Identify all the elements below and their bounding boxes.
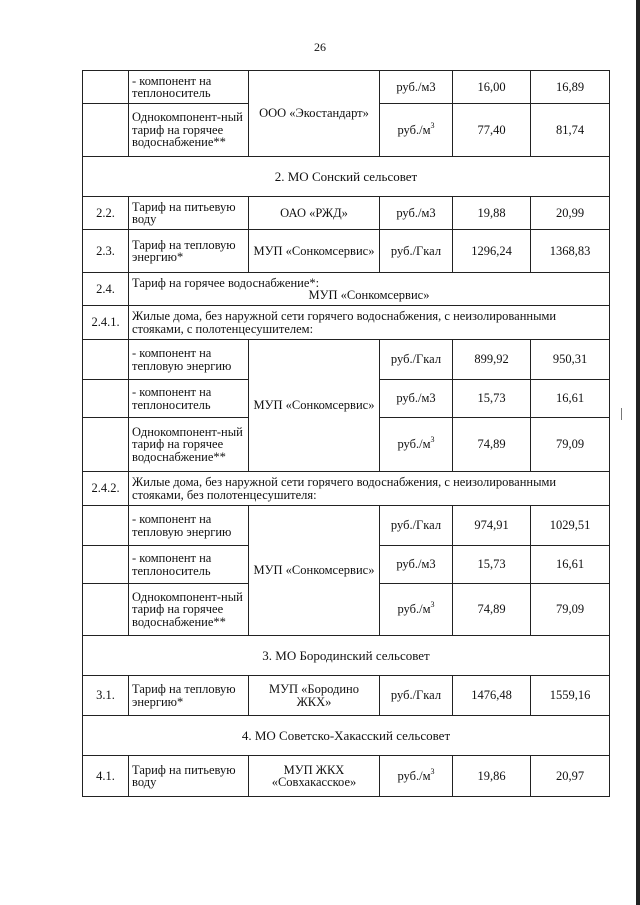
value-period-1: 899,92 xyxy=(453,340,531,380)
tariff-name: Тариф на тепловую энергию* xyxy=(129,230,249,273)
section-heading-row xyxy=(83,157,610,197)
tariff-name: - компонент на теплоноситель xyxy=(129,546,249,584)
value-period-2: 79,09 xyxy=(531,584,610,636)
value-period-1: 15,73 xyxy=(453,380,531,418)
value-period-2: 950,31 xyxy=(531,340,610,380)
unit: $руб./м^3$ xyxy=(380,756,453,797)
value-period-1: 19,88 xyxy=(453,197,531,230)
tariff-name: Тариф на питьевую воду xyxy=(129,197,249,230)
scan-edge xyxy=(636,0,640,905)
subsection-description: Жилые дома, без наружной сети горячего водоснабжения, с неизолированными стояками, без полотенцесушителя: xyxy=(129,472,610,506)
value-period-2: 20,97 xyxy=(531,756,610,797)
subsection-row xyxy=(83,472,610,506)
value-period-1: 974,91 xyxy=(453,506,531,546)
unit: $руб./м^3$ xyxy=(380,584,453,636)
value-period-1: 19,86 xyxy=(453,756,531,797)
value-period-1: 74,89 xyxy=(453,418,531,472)
hot-water-tariff-heading xyxy=(129,273,610,306)
hot-water-tariff-title: Тариф на горячее водоснабжение*: xyxy=(132,275,320,290)
row-number-cell xyxy=(83,104,129,157)
row-number: 2.2. xyxy=(83,197,129,230)
row-number-cell xyxy=(83,71,129,104)
row-number: 2.4.1. xyxy=(83,306,129,340)
section-heading: 4. МО Советско-Хакасский сельсовет xyxy=(83,716,610,756)
row-number: 2.3. xyxy=(83,230,129,273)
row-number-cell xyxy=(83,546,129,584)
unit: руб./м3 xyxy=(380,546,453,584)
row-number: 2.4. xyxy=(83,273,129,306)
value-period-1: 16,00 xyxy=(453,71,531,104)
tariff-name: Тариф на тепловую энергию* xyxy=(129,676,249,716)
tariff-name: Тариф на питьевую воду xyxy=(129,756,249,797)
table-row xyxy=(83,506,610,546)
organization-name: ОАО «РЖД» xyxy=(249,197,380,230)
table-row xyxy=(83,71,610,104)
value-period-1: 74,89 xyxy=(453,584,531,636)
unit: руб./Гкал xyxy=(380,506,453,546)
subsection-row xyxy=(83,306,610,340)
subsection-description: Жилые дома, без наружной сети горячего водоснабжения, с неизолированными стояками, с полотенцесушителем: xyxy=(129,306,610,340)
tariff-name: - компонент на теплоноситель xyxy=(129,71,249,104)
organization-name: МУП «Бородино ЖКХ» xyxy=(249,676,380,716)
tariff-name: - компонент на тепловую энергию xyxy=(129,340,249,380)
value-period-2: 20,99 xyxy=(531,197,610,230)
value-period-2: 16,89 xyxy=(531,71,610,104)
organization-name: МУП «Сонкомсервис» xyxy=(249,506,380,636)
table-row xyxy=(83,340,610,380)
unit: руб./Гкал xyxy=(380,676,453,716)
value-period-2: 1029,51 xyxy=(531,506,610,546)
hot-water-tariff-org: МУП «Сонкомсервис» xyxy=(308,288,430,302)
row-number-cell xyxy=(83,340,129,380)
tariff-name: Однокомпонент-ный тариф на горячее водоснабжение** xyxy=(129,418,249,472)
unit: руб./Гкал xyxy=(380,340,453,380)
table-row xyxy=(83,756,610,797)
section-heading-row xyxy=(83,716,610,756)
value-period-1: 77,40 xyxy=(453,104,531,157)
unit: руб./м3 xyxy=(380,197,453,230)
unit: $руб./м^3$ xyxy=(380,104,453,157)
value-period-2: 16,61 xyxy=(531,546,610,584)
organization-name: МУП «Сонкомсервис» xyxy=(249,340,380,472)
organization-name: МУП «Сонкомсервис» xyxy=(249,230,380,273)
tariff-name: Однокомпонент-ный тариф на горячее водоснабжение** xyxy=(129,584,249,636)
unit: $руб./м^3$ xyxy=(380,418,453,472)
section-heading: 2. МО Сонский сельсовет xyxy=(83,157,610,197)
value-period-2: 1559,16 xyxy=(531,676,610,716)
scan-artifact xyxy=(621,408,622,420)
value-period-1: 1296,24 xyxy=(453,230,531,273)
row-number: 4.1. xyxy=(83,756,129,797)
organization-name: МУП ЖКХ «Совхакасское» xyxy=(249,756,380,797)
row-number: 2.4.2. xyxy=(83,472,129,506)
row-number-cell xyxy=(83,380,129,418)
tariff-table xyxy=(82,70,610,797)
value-period-2: 16,61 xyxy=(531,380,610,418)
value-period-2: 79,09 xyxy=(531,418,610,472)
row-number-cell xyxy=(83,584,129,636)
unit: руб./м3 xyxy=(380,380,453,418)
value-period-2: 1368,83 xyxy=(531,230,610,273)
value-period-2: 81,74 xyxy=(531,104,610,157)
value-period-1: 15,73 xyxy=(453,546,531,584)
unit: руб./м3 xyxy=(380,71,453,104)
tariff-name: Однокомпонент-ный тариф на горячее водоснабжение** xyxy=(129,104,249,157)
table-row xyxy=(83,197,610,230)
section-heading: 3. МО Бородинский сельсовет xyxy=(83,636,610,676)
table-row xyxy=(83,273,610,306)
table-row xyxy=(83,676,610,716)
page-number: 26 xyxy=(314,40,326,54)
unit: руб./Гкал xyxy=(380,230,453,273)
value-period-1: 1476,48 xyxy=(453,676,531,716)
row-number: 3.1. xyxy=(83,676,129,716)
row-number-cell xyxy=(83,418,129,472)
section-heading-row xyxy=(83,636,610,676)
row-number-cell xyxy=(83,506,129,546)
organization-name: ООО «Экостандарт» xyxy=(249,71,380,157)
tariff-name: - компонент на тепловую энергию xyxy=(129,506,249,546)
table-row xyxy=(83,230,610,273)
tariff-name: - компонент на теплоноситель xyxy=(129,380,249,418)
